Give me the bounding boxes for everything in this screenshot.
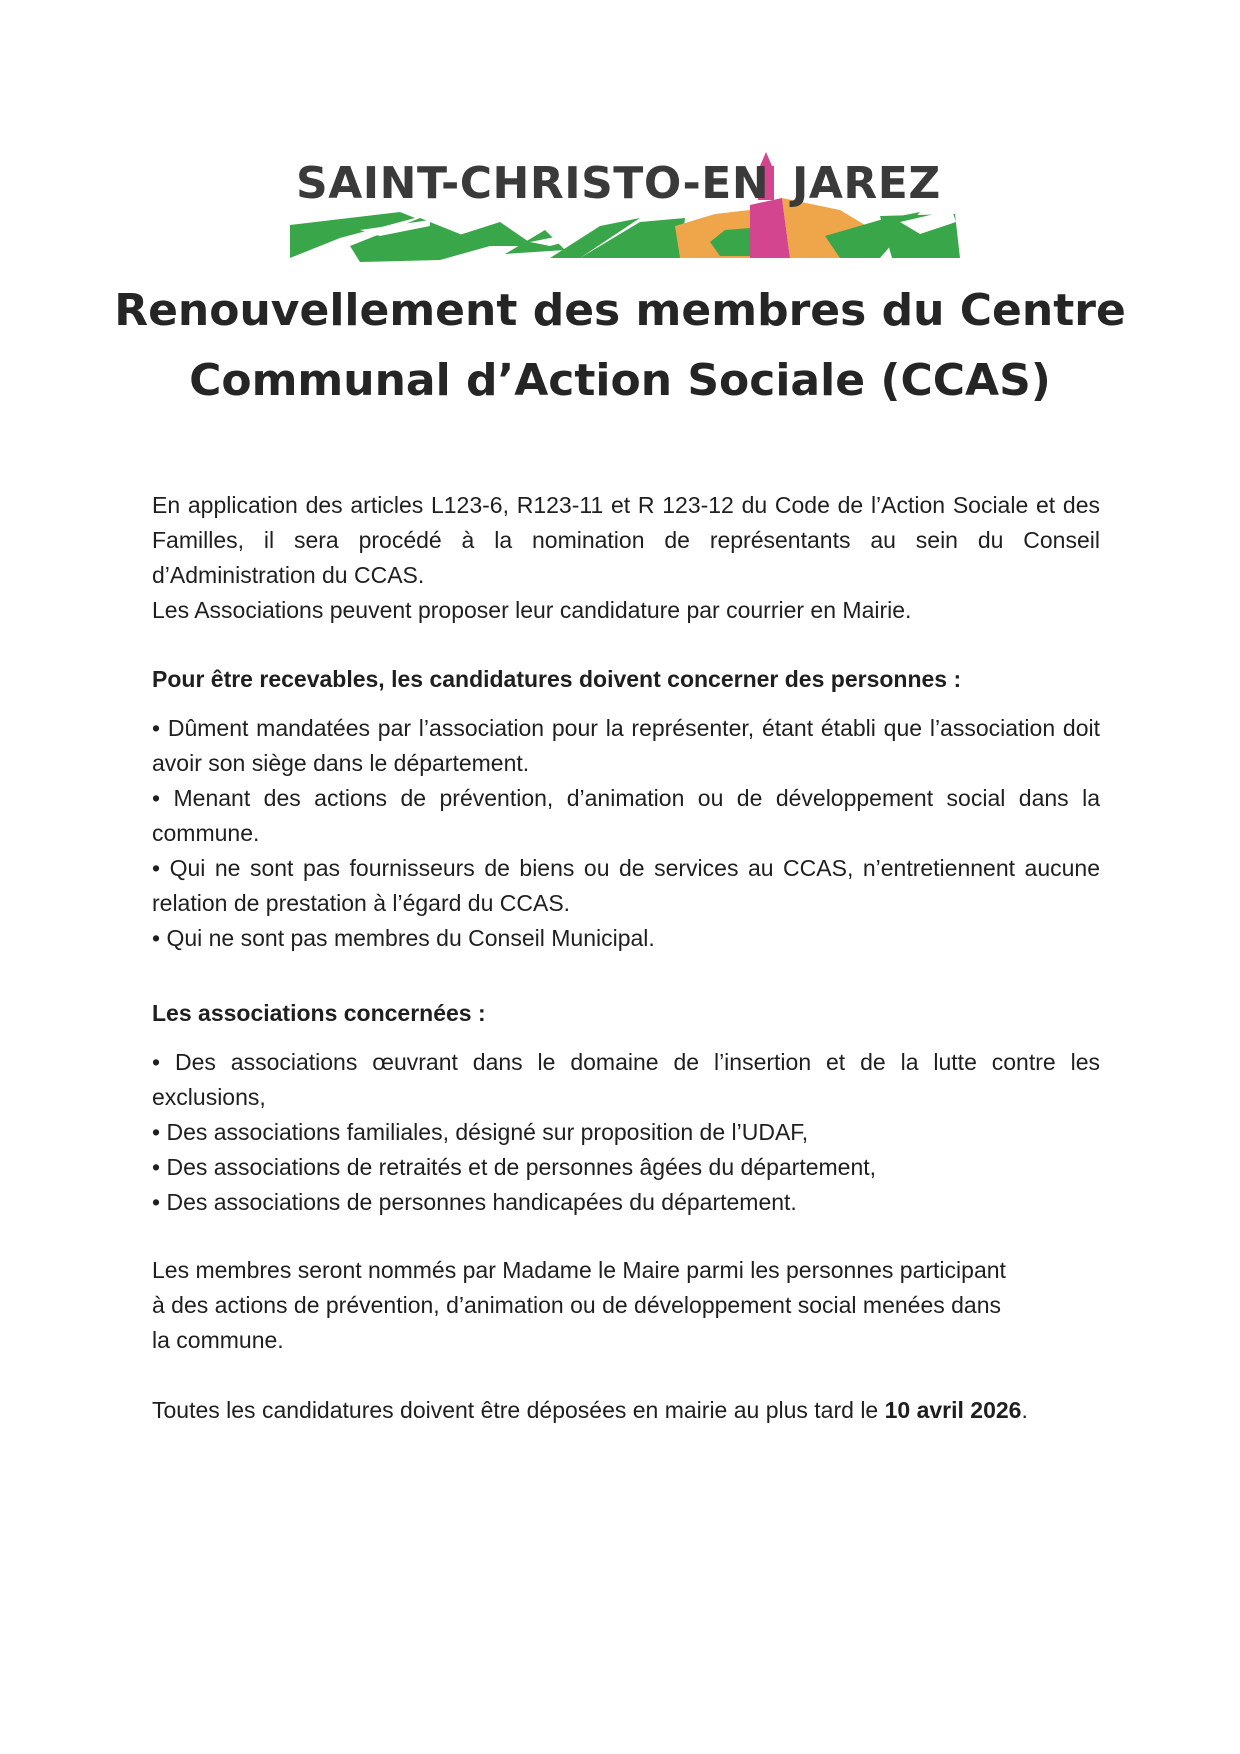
logo-name-part1: SAINT-CHRISTO-EN	[296, 158, 770, 209]
intro-section	[152, 488, 1100, 628]
deadline-date: 10 avril 2026	[884, 1397, 1022, 1423]
list-item: • Dûment mandatées par l’association pour la représenter, étant établi que l’association doit avoir son siège dans le département.	[152, 711, 1100, 781]
nomination-line-2: à des actions de prévention, d’animation ou de développement social menées dans	[152, 1292, 1002, 1318]
nomination-line-1: Les membres seront nommés par Madame le Maire parmi les personnes participant	[152, 1257, 1006, 1283]
nomination-section	[152, 1253, 1100, 1358]
nomination-line-3: la commune.	[152, 1327, 284, 1353]
associations-list	[152, 1045, 1100, 1220]
intro-paragraph: En application des articles L123-6, R123-11 et R 123-12 du Code de l’Action Sociale et des Familles, il sera procédé à la nomination de représentants au sein du Conseil d’Administration du CCAS.	[152, 492, 1100, 588]
eligibility-section	[152, 662, 1100, 956]
page-title	[90, 276, 1150, 416]
municipality-logo	[280, 150, 980, 270]
list-item: • Qui ne sont pas fournisseurs de biens ou de services au CCAS, n’entretiennent aucune relation de prestation à l’égard du CCAS.	[152, 851, 1100, 921]
list-item: • Des associations de retraités et de personnes âgées du département,	[152, 1150, 1100, 1185]
title-line-1: Renouvellement des membres du Centre	[114, 285, 1126, 336]
associations-section	[152, 996, 1100, 1220]
list-item: • Des associations de personnes handicapées du département.	[152, 1185, 1100, 1220]
associations-heading: Les associations concernées :	[152, 1000, 486, 1026]
eligibility-list	[152, 711, 1100, 956]
list-item: • Des associations familiales, désigné sur proposition de l’UDAF,	[152, 1115, 1100, 1150]
deadline-section	[152, 1393, 1100, 1428]
associations-candidature-line: Les Associations peuvent proposer leur candidature par courrier en Mairie.	[152, 597, 912, 623]
logo-name-part2: JAREZ	[792, 158, 941, 209]
deadline-text: Toutes les candidatures doivent être déposées en mairie au plus tard le	[152, 1397, 885, 1423]
list-item: • Des associations œuvrant dans le domaine de l’insertion et de la lutte contre les exclusions,	[152, 1045, 1100, 1115]
eligibility-heading: Pour être recevables, les candidatures doivent concerner des personnes :	[152, 666, 962, 692]
list-item: • Qui ne sont pas membres du Conseil Municipal.	[152, 921, 1100, 956]
deadline-end: .	[1021, 1397, 1028, 1423]
title-line-2: Communal d’Action Sociale (CCAS)	[189, 355, 1051, 406]
list-item: • Menant des actions de prévention, d’animation ou de développement social dans la commune.	[152, 781, 1100, 851]
